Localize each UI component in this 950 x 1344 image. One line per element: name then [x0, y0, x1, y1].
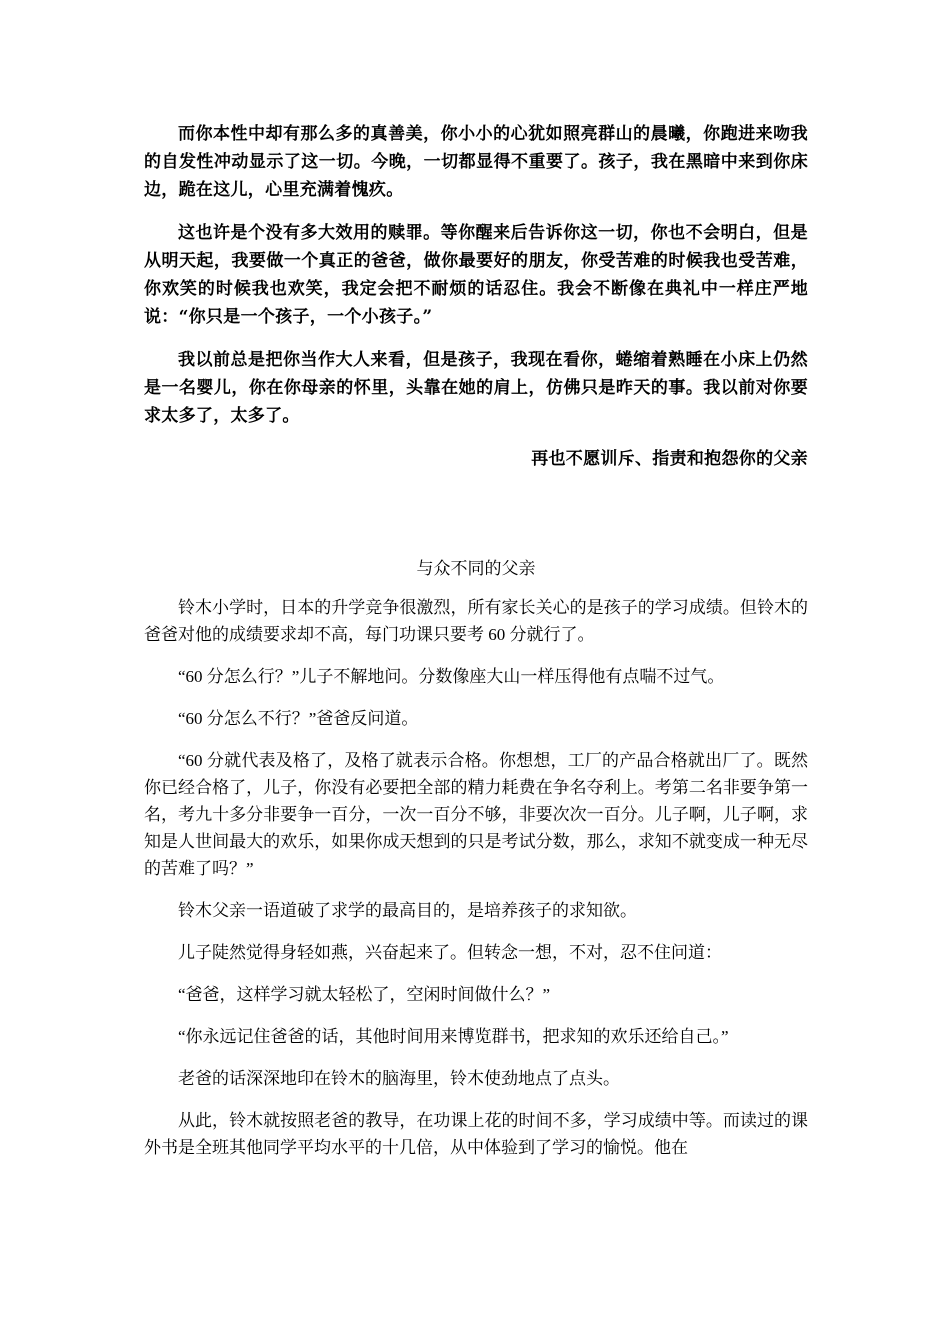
- document-page: [144, 120, 808, 1176]
- letter-paragraph: 而你本性中却有那么多的真善美，你小小的心犹如照亮群山的晨曦，你跑进来吻我的自发性冲动显示了这一切。今晚，一切都显得不重要了。孩子，我在黑暗中来到你床边，跪在这儿，心里充满着愧疚。: [144, 124, 808, 200]
- story-paragraph: 铃木小学时，日本的升学竞争很激烈，所有家长关心的是孩子的学习成绩。但铃木的爸爸对他的成绩要求却不高，每门功课只要考 60 分就行了。: [144, 598, 808, 644]
- letter-paragraph: 这也许是个没有多大效用的赎罪。等你醒来后告诉你这一切，你也不会明白，但是从明天起，我要做一个真正的爸爸，做你最要好的朋友，你受苦难的时候我也受苦难，你欢笑的时候我也欢笑，我定会把不耐烦的话忍住。我会不断像在典礼中一样庄严地说：“你只是一个孩子，一个小孩子。”: [144, 223, 808, 327]
- story-paragraph: “60 分怎么行？”儿子不解地问。分数像座大山一样压得他有点喘不过气。: [178, 667, 725, 686]
- letter-signature: 再也不愿训斥、指责和抱怨你的父亲: [531, 449, 808, 469]
- story-paragraph: “你永远记住爸爸的话，其他时间用来博览群书，把求知的欢乐还给自己。”: [178, 1027, 729, 1046]
- story-paragraph: “60 分就代表及格了，及格了就表示合格。你想想，工厂的产品合格就出厂了。既然你已经合格了，儿子，你没有必要把全部的精力耗费在争名夺利上。考第二名非要争第一名，考九十多分非要争一百分，一次一百分不够，非要次次一百分。儿子啊，儿子啊，求知是人世间最大的欢乐，如果你成天想到的只是考试分数，那么，求知不就变成一种无尽的苦难了吗？”: [144, 751, 808, 878]
- story-paragraph: “爸爸，这样学习就太轻松了，空闲时间做什么？”: [178, 985, 551, 1004]
- story-paragraph: 儿子陡然觉得身轻如燕，兴奋起来了。但转念一想，不对，忍不住问道：: [178, 943, 722, 962]
- story-paragraph: “60 分怎么不行？”爸爸反问道。: [178, 709, 419, 728]
- story-paragraph: 铃木父亲一语道破了求学的最高目的，是培养孩子的求知欲。: [178, 901, 637, 920]
- letter-paragraph: 我以前总是把你当作大人来看，但是孩子，我现在看你，蜷缩着熟睡在小床上仍然是一名婴儿，你在你母亲的怀里，头靠在她的肩上，仿佛只是昨天的事。我以前对你要求太多了，太多了。: [144, 350, 808, 426]
- story-paragraph: 从此，铃木就按照老爸的教导，在功课上花的时间不多，学习成绩中等。而读过的课外书是全班其他同学平均水平的十几倍，从中体验到了学习的愉悦。他在: [144, 1111, 808, 1157]
- story-section: [144, 555, 808, 1161]
- story-title: 与众不同的父亲: [416, 559, 536, 578]
- story-paragraph: 老爸的话深深地印在铃木的脑海里，铃木使劲地点了点头。: [178, 1069, 620, 1088]
- letter-section: [144, 120, 808, 473]
